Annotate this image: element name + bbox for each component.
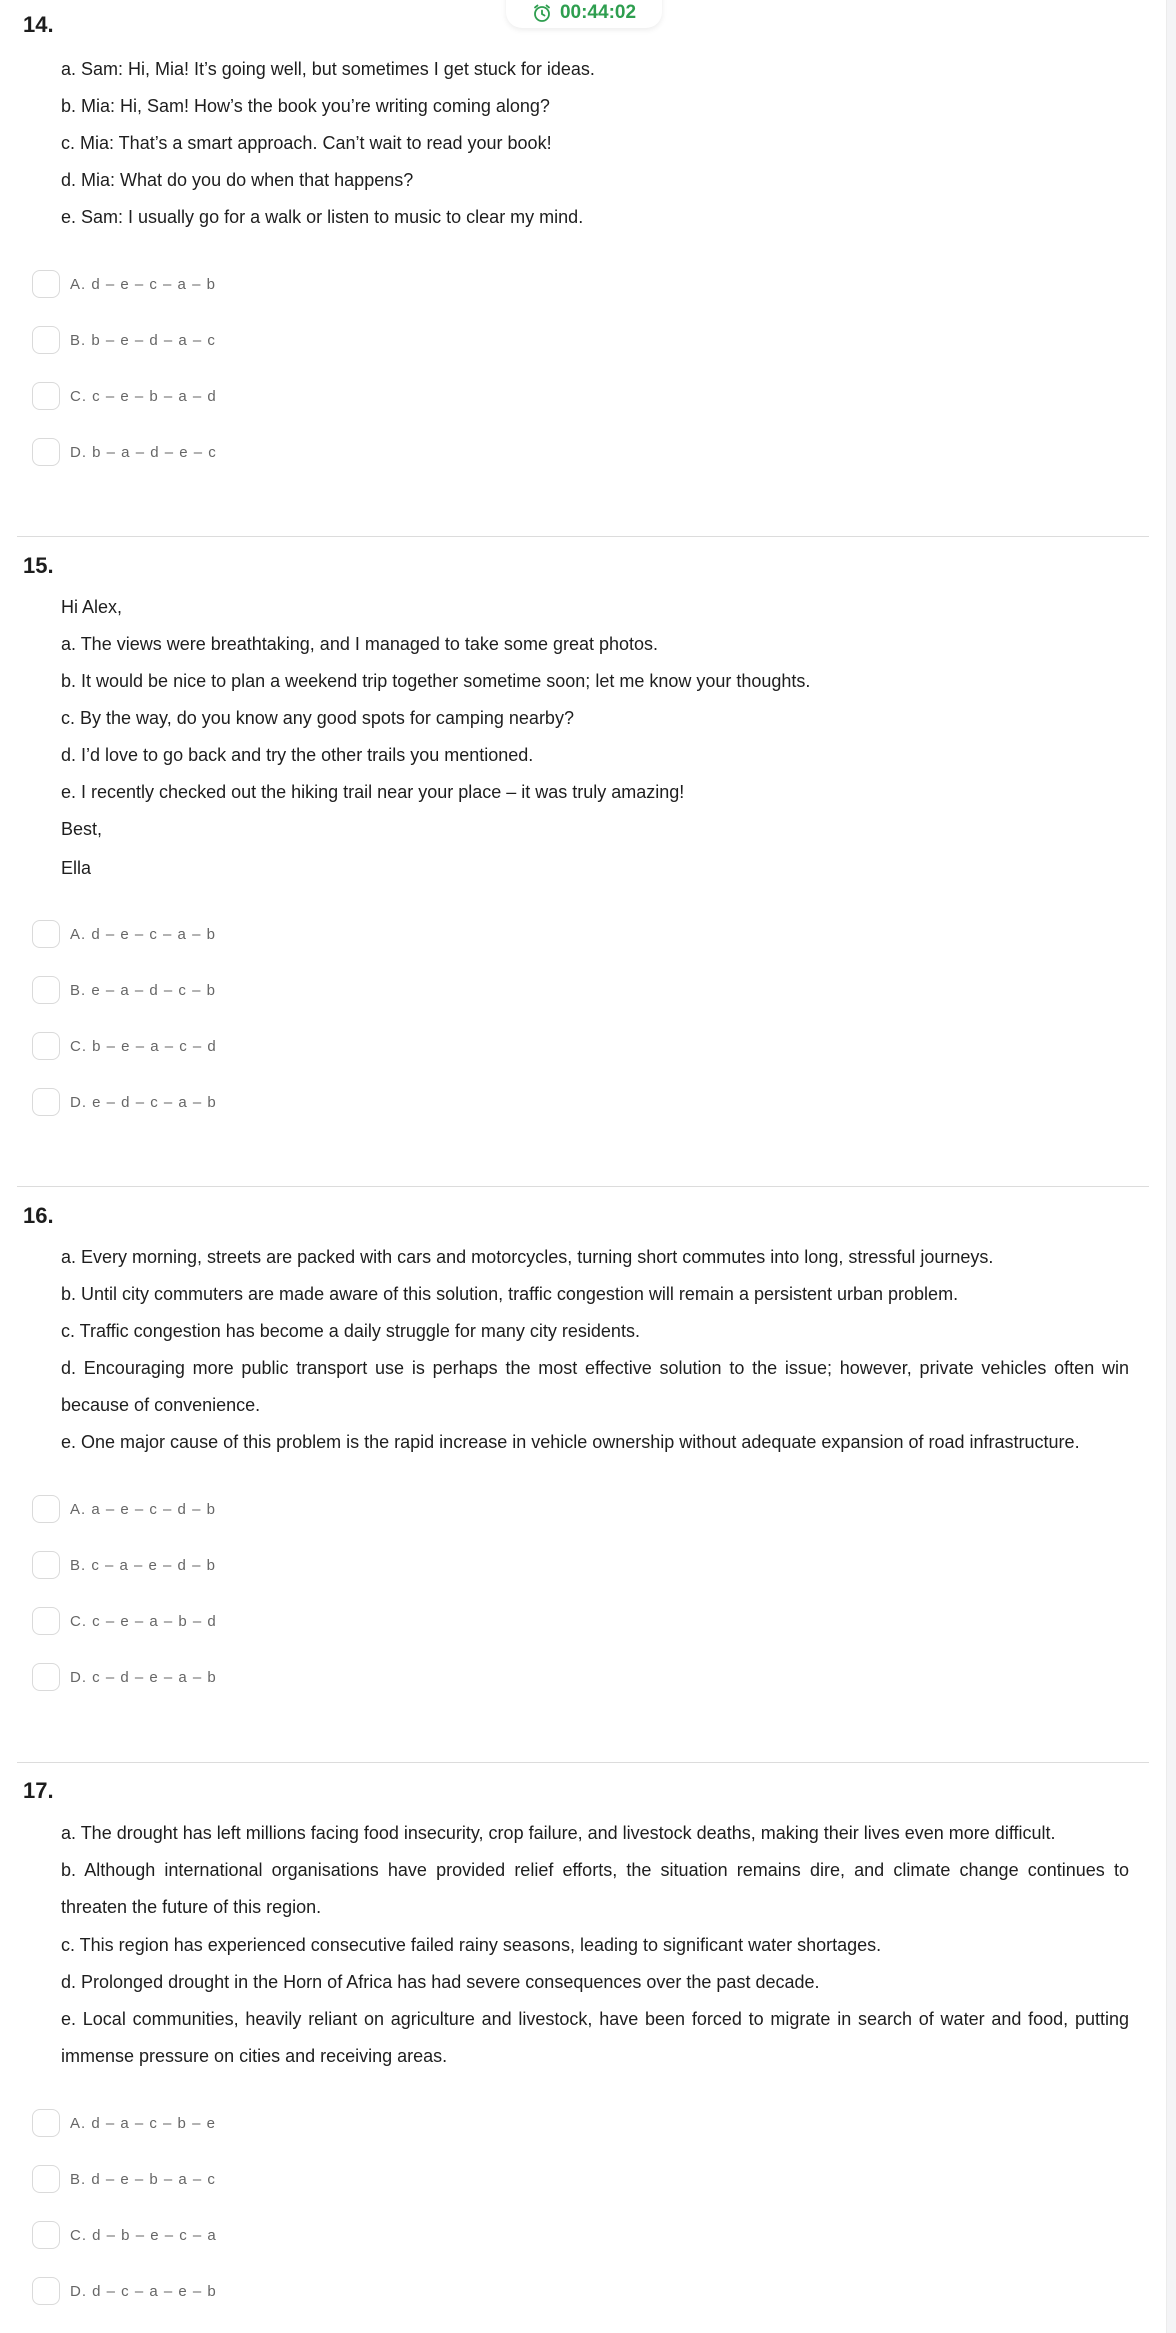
question-line: b. It would be nice to plan a weekend trip together sometime soon; let me know your thoughts. xyxy=(61,671,811,691)
question-line: e. Local communities, heavily reliant on agriculture and livestock, have been forced to migrate in search of water and food, putting immense pressure on cities and receiving areas. xyxy=(61,2009,1129,2066)
radio-checkbox[interactable] xyxy=(32,2109,60,2137)
radio-checkbox[interactable] xyxy=(32,1551,60,1579)
radio-checkbox[interactable] xyxy=(32,1088,60,1116)
question-line: c. Traffic congestion has become a daily struggle for many city residents. xyxy=(61,1321,640,1341)
option-label: A. d – e – c – a – b xyxy=(70,925,216,943)
radio-checkbox[interactable] xyxy=(32,1032,60,1060)
answer-option-c[interactable] xyxy=(32,1606,217,1636)
answer-option-c[interactable] xyxy=(32,381,217,411)
question-line: d. Mia: What do you do when that happens? xyxy=(61,170,414,190)
question-line: a. Every morning, streets are packed with cars and motorcycles, turning short commutes into long, stressful journeys. xyxy=(61,1247,994,1267)
answer-option-d[interactable] xyxy=(32,437,217,467)
option-label: B. c – a – e – d – b xyxy=(70,1556,216,1574)
option-label: A. a – e – c – d – b xyxy=(70,1500,216,1518)
radio-checkbox[interactable] xyxy=(32,270,60,298)
answer-option-b[interactable] xyxy=(32,1550,216,1580)
radio-checkbox[interactable] xyxy=(32,920,60,948)
question-line: e. One major cause of this problem is the rapid increase in vehicle ownership without adequate expansion of road infrastructure. xyxy=(61,1432,1080,1452)
question-line: b. Although international organisations have provided relief efforts, the situation remains dire, and climate change continues to threaten the future of this region. xyxy=(61,1860,1129,1917)
option-label: D. e – d – c – a – b xyxy=(70,1093,217,1111)
option-label: C. c – e – a – b – d xyxy=(70,1612,217,1630)
radio-checkbox[interactable] xyxy=(32,438,60,466)
question-line: c. By the way, do you know any good spots for camping nearby? xyxy=(61,708,574,728)
answer-option-a[interactable] xyxy=(32,2108,216,2138)
radio-checkbox[interactable] xyxy=(32,2277,60,2305)
question-line: e. Sam: I usually go for a walk or listen to music to clear my mind. xyxy=(61,207,584,227)
option-label: B. d – e – b – a – c xyxy=(70,2170,216,2188)
question-divider xyxy=(17,1186,1149,1187)
option-label: B. b – e – d – a – c xyxy=(70,331,216,349)
option-label: D. b – a – d – e – c xyxy=(70,443,217,461)
question-number: 14. xyxy=(23,12,54,37)
radio-checkbox[interactable] xyxy=(32,976,60,1004)
radio-checkbox[interactable] xyxy=(32,1495,60,1523)
radio-checkbox[interactable] xyxy=(32,382,60,410)
countdown-timer xyxy=(506,0,662,28)
option-label: A. d – a – c – b – e xyxy=(70,2114,216,2132)
answer-option-b[interactable] xyxy=(32,325,216,355)
answer-option-a[interactable] xyxy=(32,269,216,299)
option-label: D. c – d – e – a – b xyxy=(70,1668,217,1686)
question-line: a. Sam: Hi, Mia! It’s going well, but sometimes I get stuck for ideas. xyxy=(61,59,595,79)
option-label: D. d – c – a – e – b xyxy=(70,2282,217,2300)
option-label: B. e – a – d – c – b xyxy=(70,981,216,999)
question-line: d. I’d love to go back and try the other trails you mentioned. xyxy=(61,745,534,765)
question-line: b. Mia: Hi, Sam! How’s the book you’re writing coming along? xyxy=(61,96,550,116)
question-line: d. Prolonged drought in the Horn of Africa has had severe consequences over the past decade. xyxy=(61,1972,820,1992)
question-line: c. Mia: That’s a smart approach. Can’t wait to read your book! xyxy=(61,133,552,153)
option-label: C. c – e – b – a – d xyxy=(70,387,217,405)
question-line: c. This region has experienced consecutive failed rainy seasons, leading to significant water shortages. xyxy=(61,1935,882,1955)
question-divider xyxy=(17,536,1149,537)
answer-option-c[interactable] xyxy=(32,1031,217,1061)
answer-option-d[interactable] xyxy=(32,2276,217,2306)
question-number: 15. xyxy=(23,553,54,578)
answer-option-a[interactable] xyxy=(32,1494,216,1524)
question-line: d. Encouraging more public transport use is perhaps the most effective solution to the issue; however, private vehicles often win because of convenience. xyxy=(61,1358,1129,1415)
answer-option-d[interactable] xyxy=(32,1087,217,1117)
question-line: b. Until city commuters are made aware of this solution, traffic congestion will remain a persistent urban problem. xyxy=(61,1284,959,1304)
option-label: C. b – e – a – c – d xyxy=(70,1037,217,1055)
alarm-clock-icon xyxy=(532,3,552,23)
answer-option-a[interactable] xyxy=(32,919,216,949)
question-number: 17. xyxy=(23,1778,54,1803)
question-line: e. I recently checked out the hiking trail near your place – it was truly amazing! xyxy=(61,782,685,802)
timer-value: 00:44:02 xyxy=(559,2,637,23)
radio-checkbox[interactable] xyxy=(32,2221,60,2249)
radio-checkbox[interactable] xyxy=(32,1607,60,1635)
answer-option-c[interactable] xyxy=(32,2220,217,2250)
question-line: Ella xyxy=(61,858,92,878)
question-line: a. The views were breathtaking, and I managed to take some great photos. xyxy=(61,634,659,654)
radio-checkbox[interactable] xyxy=(32,326,60,354)
question-line: a. The drought has left millions facing food insecurity, crop failure, and livestock deaths, making their lives even more difficult. xyxy=(61,1823,1056,1843)
question-number: 16. xyxy=(23,1203,54,1228)
question-divider xyxy=(17,1762,1149,1763)
answer-option-b[interactable] xyxy=(32,2164,216,2194)
answer-option-d[interactable] xyxy=(32,1662,217,1692)
option-label: C. d – b – e – c – a xyxy=(70,2226,217,2244)
option-label: A. d – e – c – a – b xyxy=(70,275,216,293)
question-line: Best, xyxy=(61,819,103,839)
radio-checkbox[interactable] xyxy=(32,2165,60,2193)
question-line: Hi Alex, xyxy=(61,597,123,617)
answer-option-b[interactable] xyxy=(32,975,216,1005)
radio-checkbox[interactable] xyxy=(32,1663,60,1691)
